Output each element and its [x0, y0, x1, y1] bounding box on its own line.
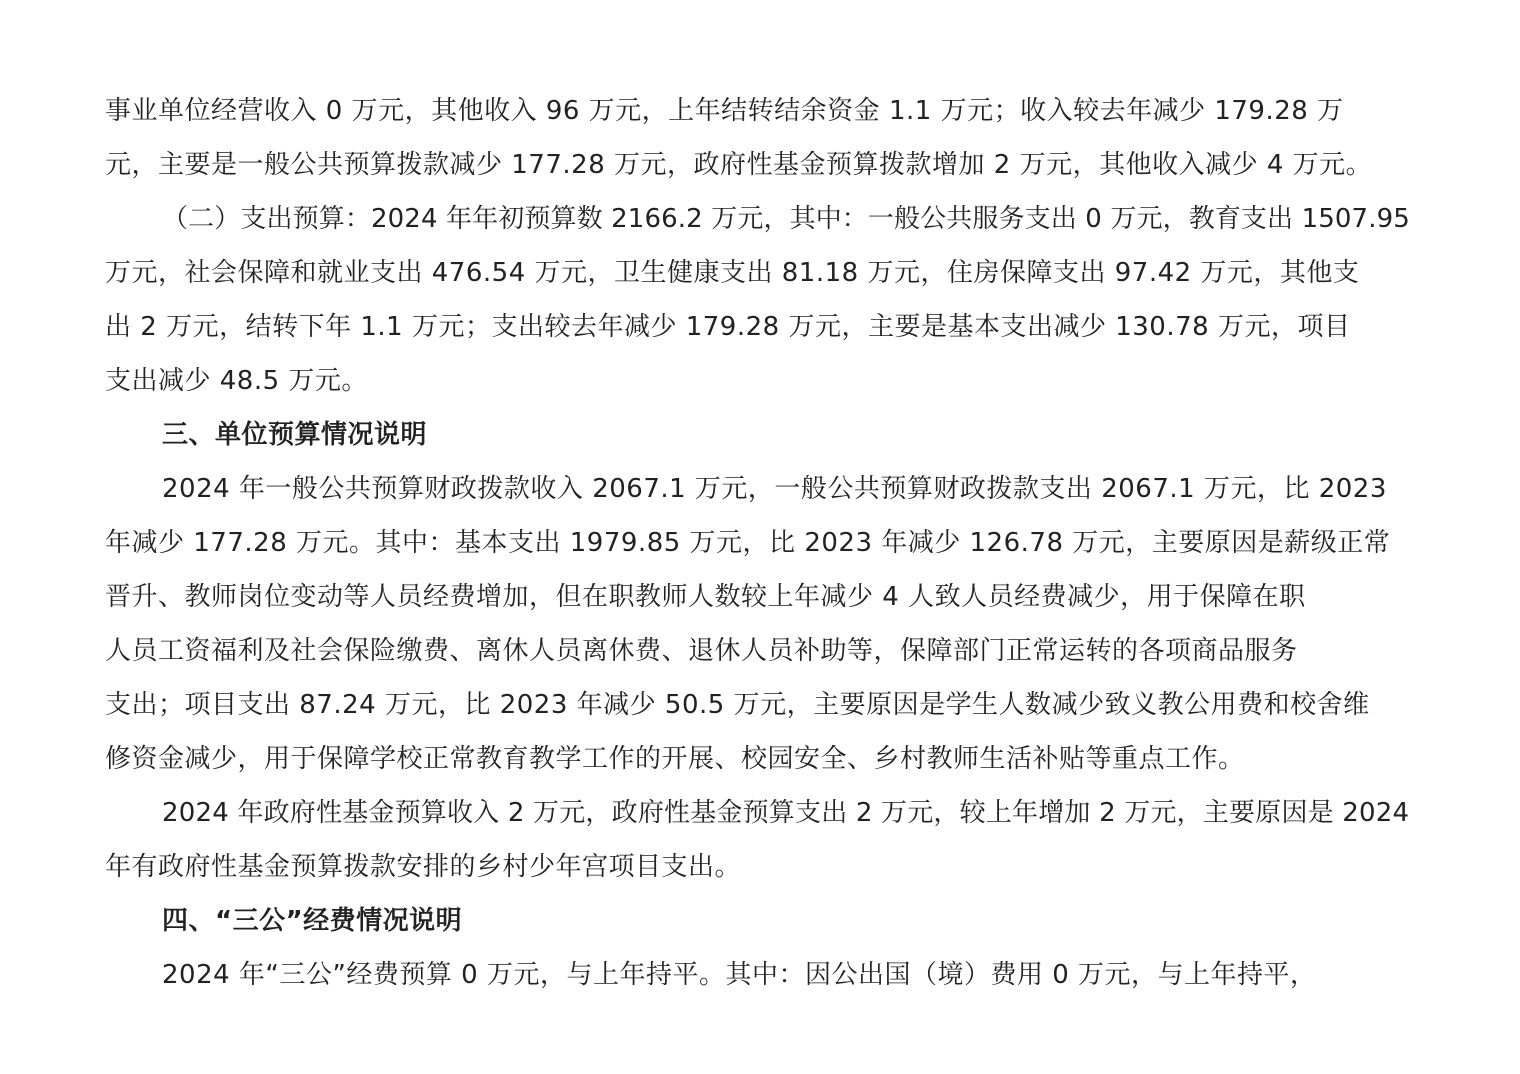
text-line: 万元，社会保障和就业支出 476.54 万元，卫生健康支出 81.18 万元，住房保障支出 97.42 万元，其他支 — [105, 258, 1360, 288]
text-line: 2024 年政府性基金预算收入 2 万元，政府性基金预算支出 2 万元，较上年增加 2 万元，主要原因是 2024 — [162, 798, 1410, 828]
text-line: 2024 年一般公共预算财政拨款收入 2067.1 万元，一般公共预算财政拨款支出 2067.1 万元，比 2023 — [162, 474, 1387, 504]
text-line: 元，主要是一般公共预算拨款减少 177.28 万元，政府性基金预算拨款增加 2 万元，其他收入减少 4 万元。 — [105, 150, 1373, 180]
section-heading: 四、“三公”经费情况说明 — [162, 906, 463, 936]
text-line: 年有政府性基金预算拨款安排的乡村少年宫项目支出。 — [105, 852, 742, 882]
text-line: 支出；项目支出 87.24 万元，比 2023 年减少 50.5 万元，主要原因是学生人数减少致义教公用费和校舍维 — [105, 690, 1370, 720]
text-line: 事业单位经营收入 0 万元，其他收入 96 万元，上年结转结余资金 1.1 万元；收入较去年减少 179.28 万 — [105, 96, 1344, 126]
text-line: （二）支出预算：2024 年年初预算数 2166.2 万元，其中：一般公共服务支出 0 万元，教育支出 1507.95 — [162, 204, 1410, 234]
text-line: 修资金减少，用于保障学校正常教育教学工作的开展、校园安全、乡村教师生活补贴等重点工作。 — [105, 744, 1245, 774]
text-line: 出 2 万元，结转下年 1.1 万元；支出较去年减少 179.28 万元，主要是基本支出减少 130.78 万元，项目 — [105, 312, 1351, 342]
section-heading: 三、单位预算情况说明 — [162, 420, 428, 450]
text-line: 2024 年“三公”经费预算 0 万元，与上年持平。其中：因公出国（境）费用 0 万元，与上年持平， — [162, 960, 1317, 990]
text-line: 晋升、教师岗位变动等人员经费增加，但在职教师人数较上年减少 4 人致人员经费减少，用于保障在职 — [105, 582, 1306, 612]
text-line: 年减少 177.28 万元。其中：基本支出 1979.85 万元，比 2023 年减少 126.78 万元，主要原因是薪级正常 — [105, 528, 1391, 558]
text-line: 支出减少 48.5 万元。 — [105, 366, 368, 396]
text-line: 人员工资福利及社会保险缴费、离休人员离休费、退休人员补助等，保障部门正常运转的各项商品服务 — [105, 636, 1298, 666]
